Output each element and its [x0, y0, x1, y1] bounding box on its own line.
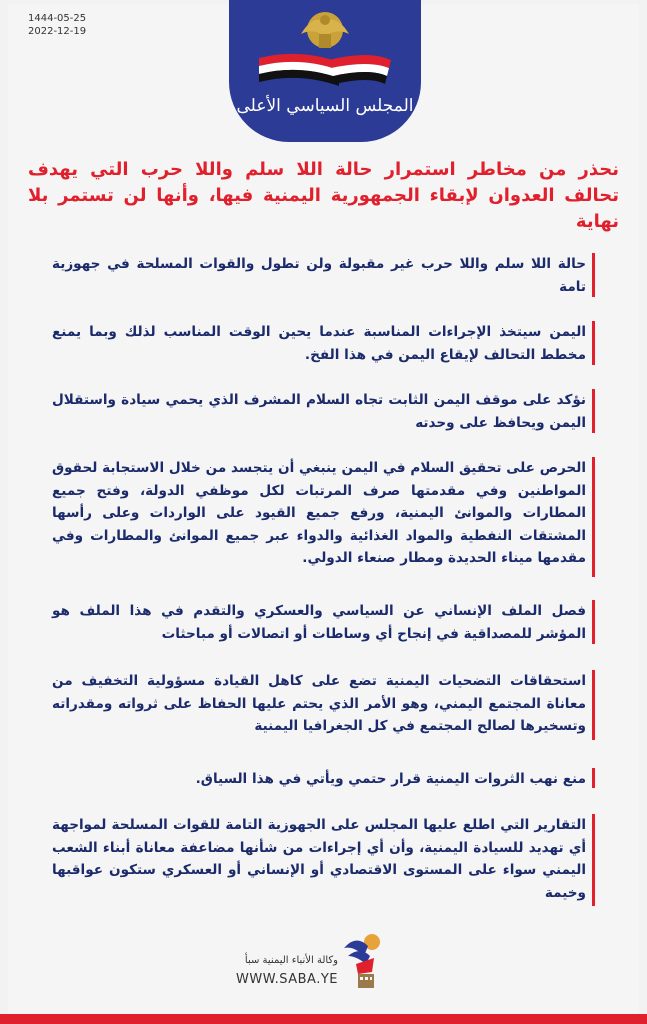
council-header-badge [229, 0, 421, 142]
paragraph-bar [592, 814, 595, 906]
paragraph: استحقاقات التضحيات اليمنية تضع على كاهل القيادة مسؤولية التخفيف من معاناة المجتمع اليمني، وهو الأمر الذي يحتم عليها الحفاظ على ثرواته ومقدراته وتسخيرها لصالح المجتمع في كل الجغرافيا اليمنية [52, 673, 586, 734]
paragraph: نؤكد على موقف اليمن الثابت تجاه السلام المشرف الذي يحمي سيادة واستقلال اليمن ويحافظ على وحدته [52, 392, 586, 431]
paragraph-bar [592, 600, 595, 644]
paragraph: منع نهب الثروات اليمنية قرار حتمي ويأتي في هذا السياق. [195, 771, 586, 787]
date-stamp [28, 12, 86, 38]
website-link[interactable]: WWW.SABA.YE [236, 972, 338, 987]
date-gregorian: 2022-12-19 [28, 26, 87, 37]
paragraph-bar [592, 768, 595, 788]
paragraph-bar [592, 457, 595, 577]
headline: نحذر من مخاطر استمرار حالة اللا سلم واللا حرب التي يهدف تحالف العدوان لإبقاء الجمهورية اليمنية فيها، وأنها لن تستمر بلا نهاية [28, 159, 619, 232]
paragraph-bar [592, 389, 595, 433]
paragraph: حالة اللا سلم واللا حرب غير مقبولة ولن تطول والقوات المسلحة في جهوزية تامة [52, 256, 586, 295]
paragraph: التقارير التي اطلع عليها المجلس على الجهوزية التامة للقوات المسلحة لمواجهة أي تهديد للسيادة اليمنية، وأن أي إجراءات من شأنها مضاعفة معاناة أبناء الشعب اليمني سواء على المستوى الاقتصادي أو الإنساني أو العسكري ستكون عواقبها وخيمة [52, 817, 586, 901]
yemen-eagle-emblem-icon [229, 0, 421, 142]
agency-name: وكالة الأنباء اليمنية سبأ [244, 955, 338, 966]
council-name: المجلس السياسي الأعلى [236, 96, 414, 116]
saba-agency-logo-icon [342, 928, 386, 992]
paragraph: فصل الملف الإنساني عن السياسي والعسكري والتقدم في هذا الملف هو المؤشر للمصداقية في إنجاح أي وساطات أو اتصالات أو مباحثات [52, 603, 586, 642]
paragraph: الحرص على تحقيق السلام في اليمن ينبغي أن يتجسد من خلال الاستجابة لحقوق المواطنين وفي مقدمتها صرف المرتبات لكل موظفي الدولة، وفتح جميع المطارات والموانئ اليمنية، ورفع جميع القيود على الواردات وعلى رأسها المشتقات النفطية والمواد الغذائية والدواء عبر جميع الموانئ والمطارات وفي مقدمها ميناء الحديدة ومطار صنعاء الدولي. [52, 460, 586, 566]
paragraph-bar [592, 253, 595, 297]
paragraph: اليمن سيتخذ الإجراءات المناسبة عندما يحين الوقت المناسب لذلك وبما يمنع مخطط التحالف لإيقاع اليمن في هذا الفخ. [52, 324, 586, 363]
bottom-red-strip [0, 1014, 647, 1024]
date-hijri: 1444-05-25 [28, 13, 87, 24]
paragraph-bar [592, 321, 595, 365]
paragraph-bar [592, 670, 595, 740]
